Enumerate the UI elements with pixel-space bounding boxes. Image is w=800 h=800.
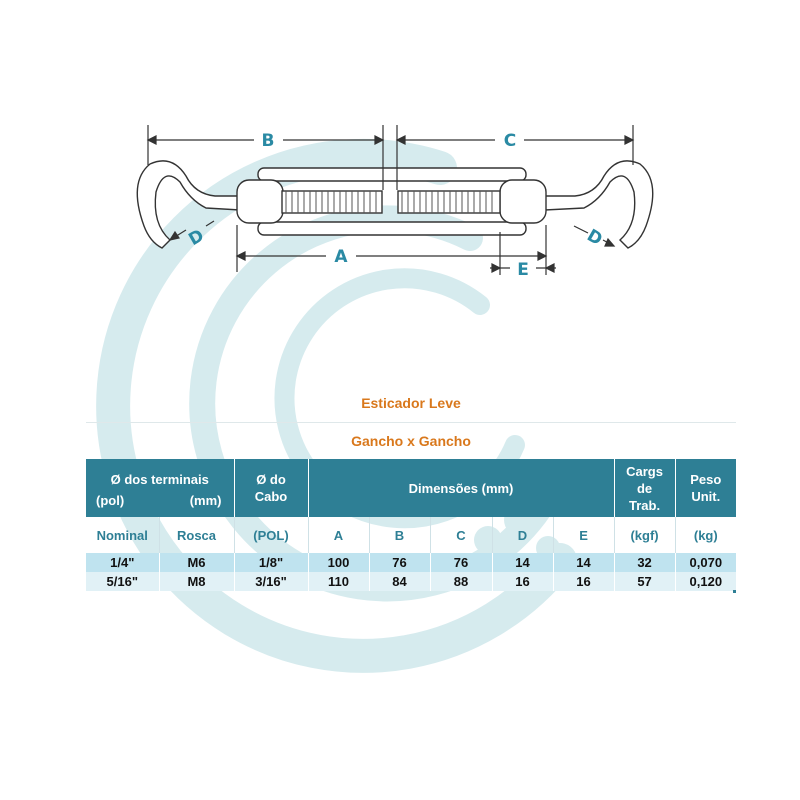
dimension-label-d-left: D: [185, 225, 208, 251]
subheader-cell: E: [553, 517, 614, 553]
table-cell: 32: [614, 553, 675, 572]
header-terminais: [86, 459, 234, 517]
table-cell: 16: [492, 572, 553, 591]
subheader-cell: D: [492, 517, 553, 553]
right-end-body: [500, 180, 546, 223]
table-cell: 1/4": [86, 553, 159, 572]
table-subheader-row: [86, 517, 736, 553]
table-cell: 16: [553, 572, 614, 591]
subheader-cell: (kg): [693, 527, 718, 543]
header-peso-label: Peso Unit.: [690, 472, 722, 504]
header-terminais-title: Ø dos terminais: [110, 472, 209, 487]
header-carga: [614, 459, 675, 517]
table-cell: 84: [369, 572, 430, 591]
product-title: Esticador Leve: [86, 388, 736, 423]
subheader-cell: Nominal: [86, 517, 159, 553]
table-cell: 14: [553, 553, 614, 572]
table-cell: 5/16": [86, 572, 159, 591]
spec-table: [86, 459, 736, 591]
subheader-cell: A: [308, 517, 369, 553]
table-cell: 1/8": [234, 553, 308, 572]
subheader-cell: (kgf): [614, 517, 675, 553]
table-cell: 14: [492, 553, 553, 572]
turnbuckle-diagram: [0, 0, 800, 300]
dimension-label-b: B: [261, 131, 275, 151]
right-screw: [398, 191, 500, 213]
dimension-label-c: C: [503, 131, 517, 151]
table-cell: 100: [308, 553, 369, 572]
header-dimensoes: Dimensões (mm): [308, 459, 614, 517]
table-cell: 110: [308, 572, 369, 591]
subheader-cell: Rosca: [159, 517, 234, 553]
dimension-label-d-right: D: [583, 225, 606, 251]
header-terminais-mm: (mm): [189, 493, 222, 508]
variant-title: Gancho x Gancho: [351, 433, 471, 449]
left-end-body: [237, 180, 283, 223]
header-cabo-label: Ø do Cabo: [254, 472, 288, 504]
table-row: [86, 572, 736, 591]
table-row: [86, 553, 736, 572]
table-cell: 76: [369, 553, 430, 572]
frame-top-bar: [258, 168, 526, 181]
table-cell: 0,070: [675, 553, 736, 572]
subheader-cell: C: [430, 517, 492, 553]
dimension-label-e: E: [517, 260, 529, 280]
table-cell: 57: [614, 572, 675, 591]
frame-bottom-bar: [258, 222, 526, 235]
table-cell: 88: [430, 572, 492, 591]
corner-mark: [733, 590, 736, 593]
table-cell: 3/16": [234, 572, 308, 591]
table-cell: 76: [430, 553, 492, 572]
spec-table-section: [86, 388, 736, 591]
header-cabo: [234, 459, 308, 517]
table-header-row: [86, 459, 736, 517]
header-peso: [675, 459, 736, 517]
subheader-cell: B: [369, 517, 430, 553]
table-cell: 0,120: [675, 572, 736, 591]
table-cell: M6: [159, 553, 234, 572]
header-terminais-pol: (pol): [96, 493, 125, 508]
table-cell: M8: [159, 572, 234, 591]
header-carga-label: Cargs de Trab.: [626, 463, 663, 513]
left-screw: [282, 191, 382, 213]
dimension-label-a: A: [334, 247, 348, 267]
subheader-cell: (POL): [234, 517, 308, 553]
